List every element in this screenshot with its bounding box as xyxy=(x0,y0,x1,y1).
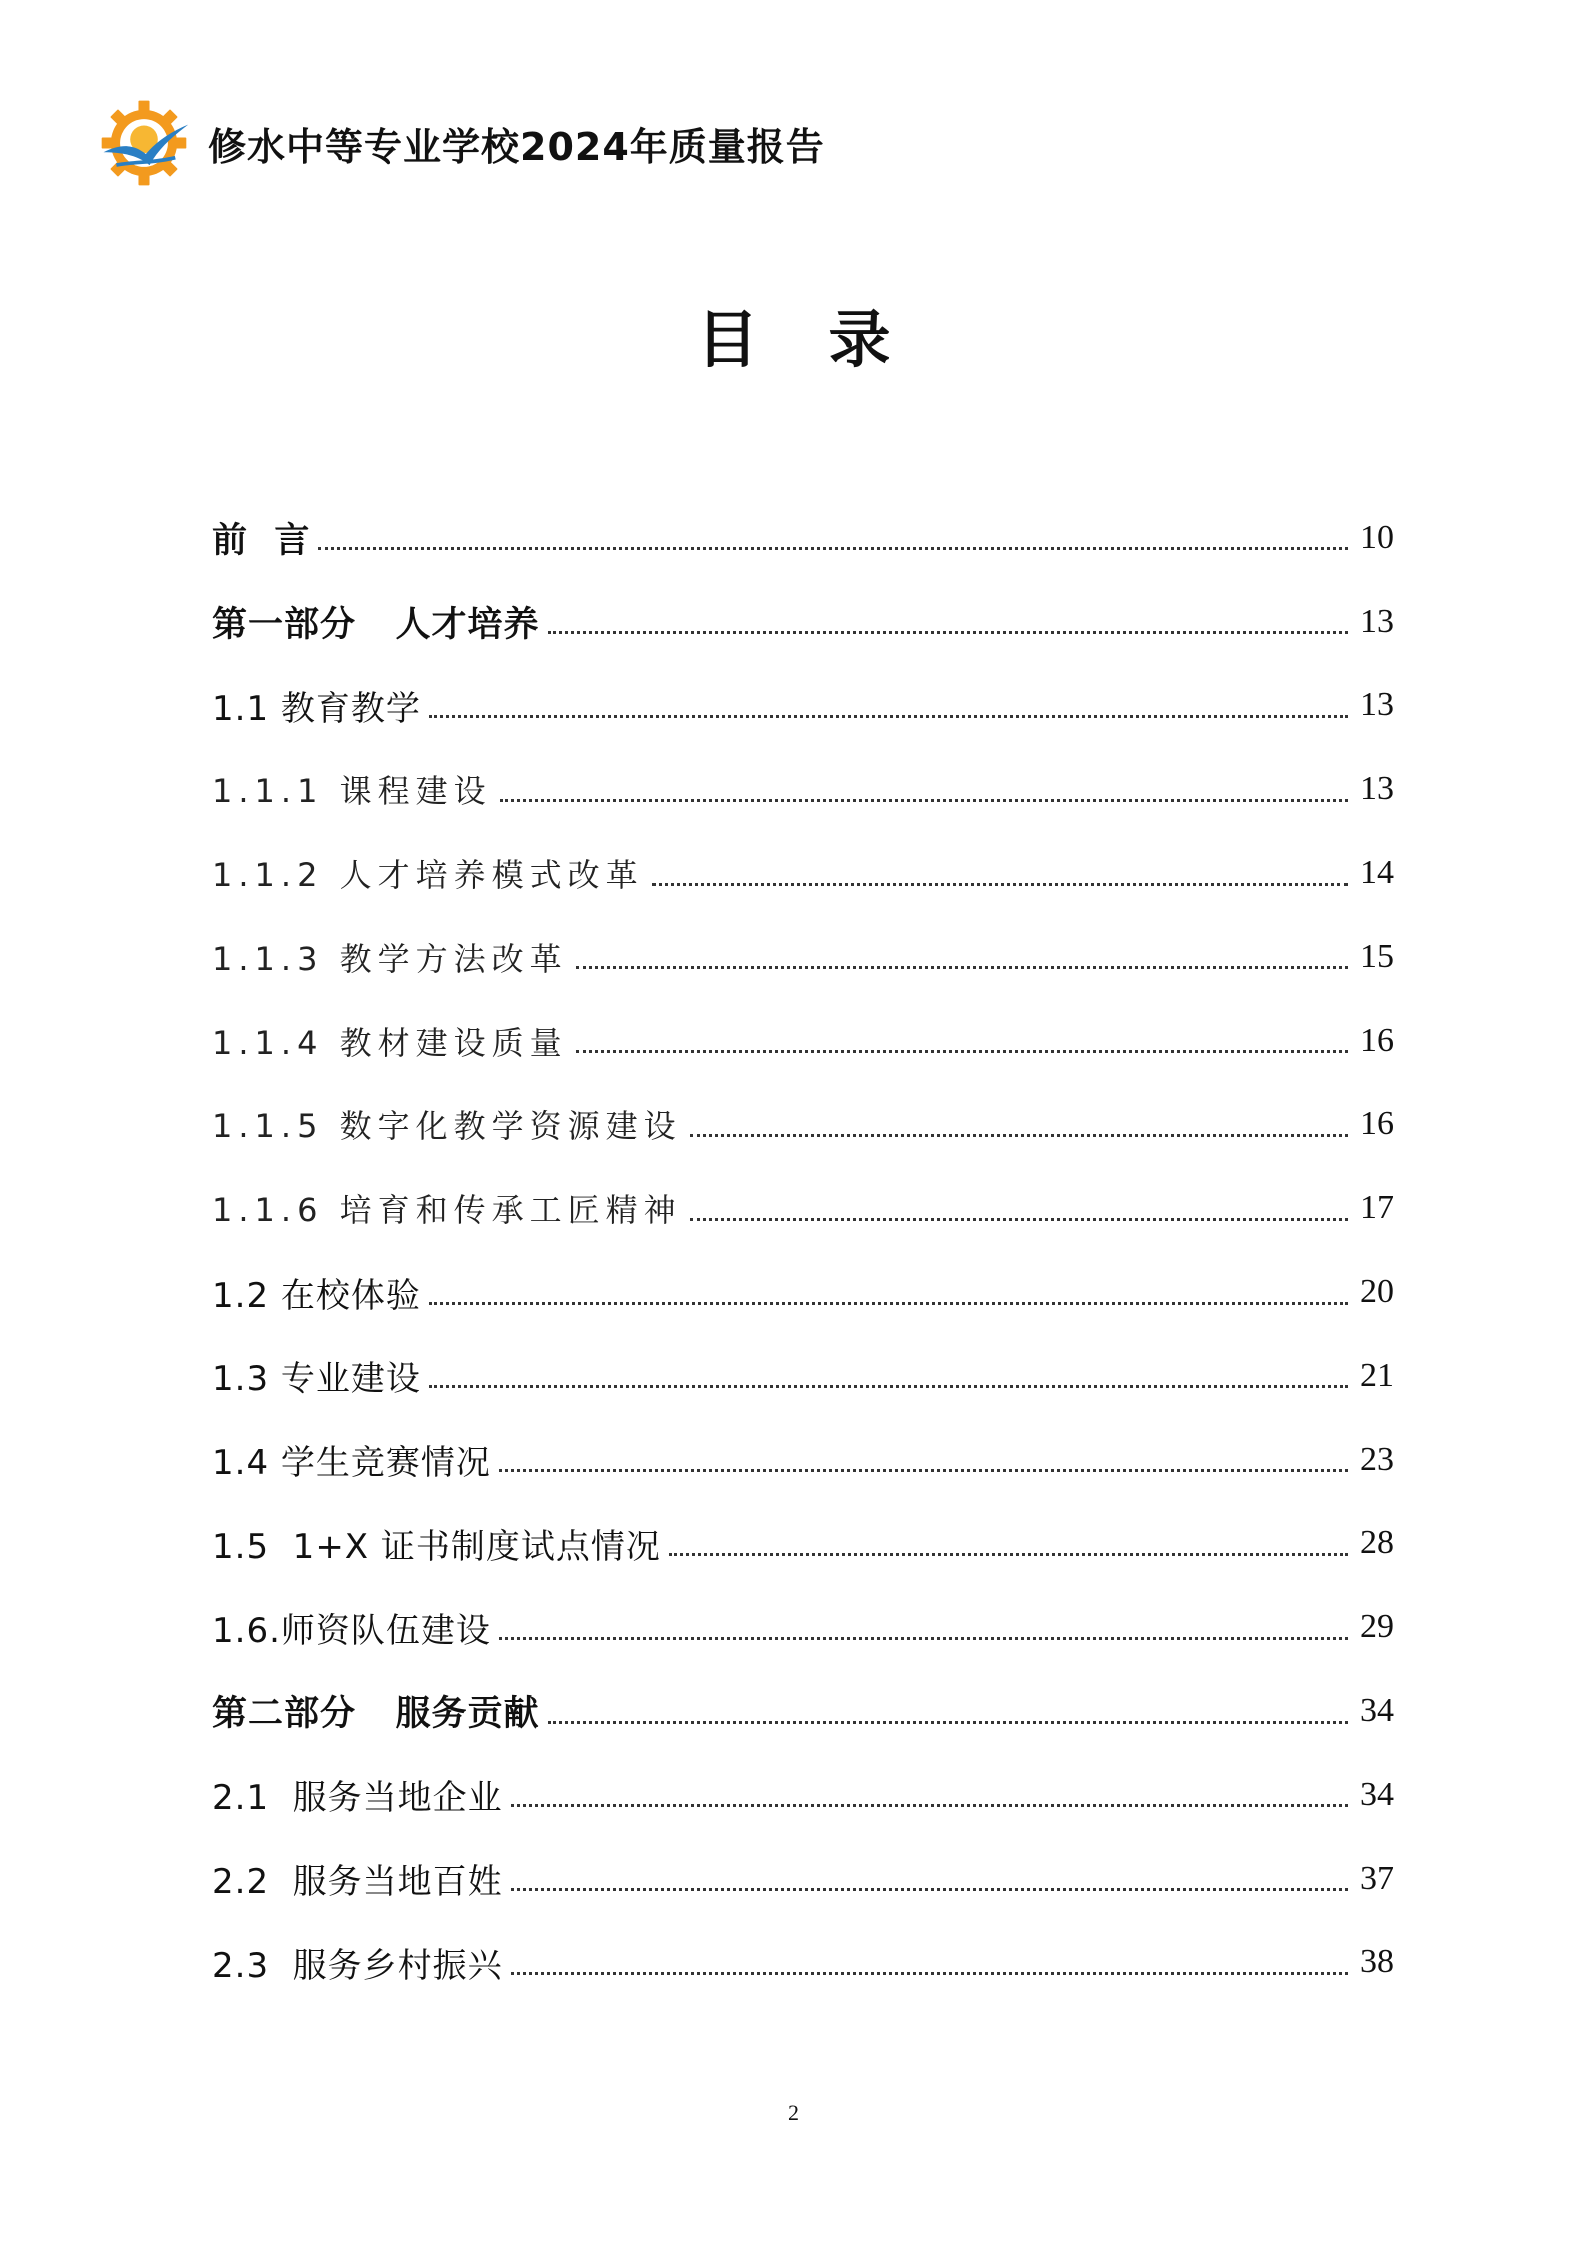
toc-entry-page-number: 13 xyxy=(1360,686,1394,724)
toc-entry-page-number: 28 xyxy=(1360,1524,1394,1562)
school-logo-icon xyxy=(98,97,190,189)
toc-dot-leader xyxy=(511,1972,1348,1975)
toc-entry-page-number: 14 xyxy=(1360,854,1394,892)
toc-heading: 目录 xyxy=(696,303,961,376)
toc-entry[interactable] xyxy=(212,1418,1394,1502)
toc-entry-page-number: 37 xyxy=(1360,1859,1394,1897)
toc-entry-page-number: 13 xyxy=(1360,770,1394,808)
toc-entry-page-number: 13 xyxy=(1360,602,1394,640)
toc-entry-page-number: 16 xyxy=(1360,1105,1394,1143)
report-title: 修水中等专业学校2024年质量报告 xyxy=(208,124,825,169)
toc-entry-page-number: 17 xyxy=(1360,1189,1394,1227)
toc-dot-leader xyxy=(429,1302,1348,1305)
toc-entry-label: 2.1 服务当地企业 xyxy=(212,1778,503,1819)
toc-entry[interactable] xyxy=(212,1753,1394,1837)
toc-entry[interactable] xyxy=(212,664,1394,748)
toc-entry-label: 1.1.5 数字化教学资源建设 xyxy=(212,1107,682,1146)
toc-entry[interactable] xyxy=(212,1837,1394,1921)
toc-entry-label: 1.1.1 课程建设 xyxy=(212,772,492,811)
toc-entry[interactable] xyxy=(212,496,1394,580)
toc-entry-label: 1.5 1+X 证书制度试点情况 xyxy=(212,1526,661,1567)
toc-entry-label: 1.6.师资队伍建设 xyxy=(212,1610,491,1651)
toc-dot-leader xyxy=(548,631,1348,634)
toc-dot-leader xyxy=(690,1218,1348,1221)
toc-entry[interactable] xyxy=(212,915,1394,999)
toc-dot-leader xyxy=(429,715,1348,718)
toc-entry-label: 第一部分 人才培养 xyxy=(212,603,540,645)
toc-dot-leader xyxy=(548,1721,1348,1724)
toc-entry-page-number: 15 xyxy=(1360,937,1394,975)
toc-entry-label: 2.3 服务乡村振兴 xyxy=(212,1945,503,1986)
toc-entry[interactable] xyxy=(212,1083,1394,1167)
toc-entry-page-number: 38 xyxy=(1360,1943,1394,1981)
toc-entry-page-number: 23 xyxy=(1360,1440,1394,1478)
toc-entry-page-number: 20 xyxy=(1360,1273,1394,1311)
toc-entry-page-number: 34 xyxy=(1360,1775,1394,1813)
toc-dot-leader xyxy=(499,1637,1348,1640)
toc-entry[interactable] xyxy=(212,999,1394,1083)
toc-dot-leader xyxy=(576,1050,1348,1053)
toc-dot-leader xyxy=(429,1385,1348,1388)
toc-entry[interactable] xyxy=(212,1669,1394,1753)
toc-entry-page-number: 21 xyxy=(1360,1356,1394,1394)
toc-entry-label: 1.1.2 人才培养模式改革 xyxy=(212,856,644,895)
toc-dot-leader xyxy=(690,1134,1348,1137)
toc-entry-label: 第二部分 服务贡献 xyxy=(212,1693,540,1735)
toc-entry-label: 前 言 xyxy=(212,519,311,561)
toc-entry[interactable] xyxy=(212,1502,1394,1586)
toc-entry-label: 1.1.4 教材建设质量 xyxy=(212,1023,568,1062)
toc-entry-page-number: 29 xyxy=(1360,1608,1394,1646)
toc-entry-label: 1.4 学生竞赛情况 xyxy=(212,1443,491,1484)
toc-entry-page-number: 34 xyxy=(1360,1692,1394,1730)
table-of-contents xyxy=(212,496,1394,2004)
toc-entry-label: 1.1.3 教学方法改革 xyxy=(212,939,568,978)
page-number: 2 xyxy=(788,2100,799,2125)
toc-entry-label: 1.1 教育教学 xyxy=(212,688,421,729)
toc-dot-leader xyxy=(576,966,1348,969)
toc-dot-leader xyxy=(511,1888,1348,1891)
toc-entry-page-number: 16 xyxy=(1360,1021,1394,1059)
toc-dot-leader xyxy=(318,547,1348,550)
toc-dot-leader xyxy=(499,1469,1348,1472)
toc-entry[interactable] xyxy=(212,1334,1394,1418)
toc-entry[interactable] xyxy=(212,1166,1394,1250)
toc-entry[interactable] xyxy=(212,831,1394,915)
toc-dot-leader xyxy=(669,1553,1348,1556)
toc-entry[interactable] xyxy=(212,1250,1394,1334)
toc-dot-leader xyxy=(652,883,1348,886)
toc-entry-label: 1.1.6 培育和传承工匠精神 xyxy=(212,1191,682,1230)
toc-entry-label: 1.3 专业建设 xyxy=(212,1359,421,1400)
toc-entry-page-number: 10 xyxy=(1360,518,1394,556)
toc-entry[interactable] xyxy=(212,580,1394,664)
toc-entry[interactable] xyxy=(212,747,1394,831)
page-header xyxy=(98,98,825,188)
toc-entry[interactable] xyxy=(212,1921,1394,2005)
toc-dot-leader xyxy=(511,1804,1348,1807)
toc-entry[interactable] xyxy=(212,1585,1394,1669)
toc-entry-label: 1.2 在校体验 xyxy=(212,1275,421,1316)
toc-entry-label: 2.2 服务当地百姓 xyxy=(212,1862,503,1903)
toc-dot-leader xyxy=(500,799,1348,802)
